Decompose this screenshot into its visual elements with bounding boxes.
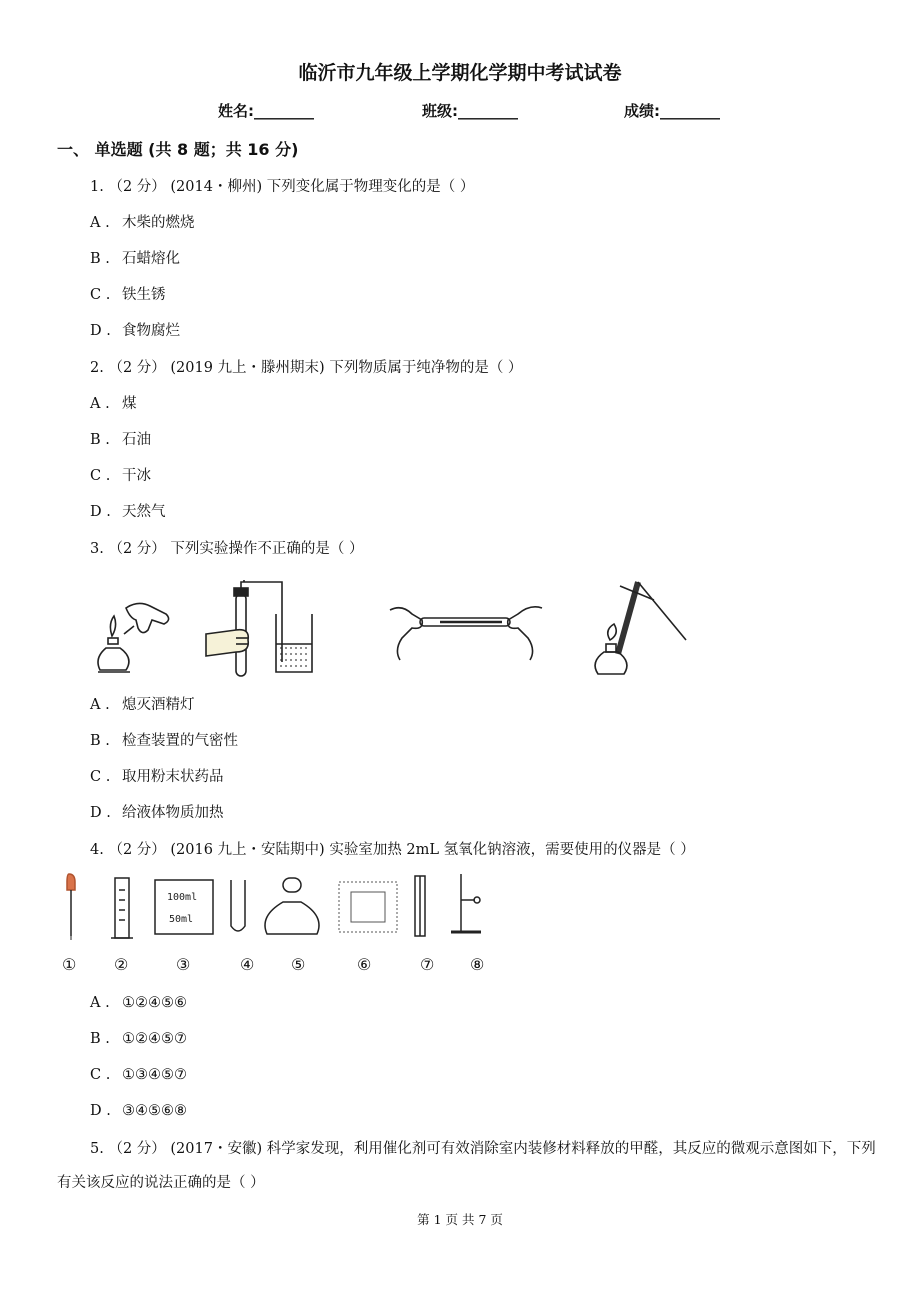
question-3-option-c[interactable]: C . 取用粉末状药品: [90, 769, 224, 785]
apparatus-label-3: ③: [176, 955, 191, 974]
question-4-option-b[interactable]: B . ①②④⑤⑦: [90, 1031, 187, 1047]
graduated-cylinder-illustration: [111, 878, 133, 938]
question-4-option-a[interactable]: A . ①②④⑤⑥: [90, 995, 187, 1011]
liquid-heating-illustration: [595, 582, 686, 674]
test-tube-holder-illustration: [415, 876, 425, 936]
q4-apparatus-illustrations: [55, 870, 505, 945]
question-2-stem: 2. （2 分） (2019 九上・滕州期末) 下列物质属于纯净物的是（ ）: [90, 360, 523, 376]
question-1-option-b[interactable]: B . 石蜡熔化: [90, 251, 180, 267]
apparatus-label-1: ①: [62, 955, 77, 974]
score-field-label: 成绩:________: [624, 102, 720, 120]
apparatus-label-6: ⑥: [357, 955, 372, 974]
iron-stand-illustration: [451, 874, 481, 932]
apparatus-label-2: ②: [114, 955, 129, 974]
test-tube-illustration: [231, 880, 245, 931]
question-2-option-c[interactable]: C . 干冰: [90, 468, 151, 484]
name-field-label: 姓名:________: [218, 102, 314, 120]
question-4-option-c[interactable]: C . ①③④⑤⑦: [90, 1067, 187, 1083]
question-3-option-a[interactable]: A . 熄灭酒精灯: [90, 697, 195, 713]
question-4-option-d[interactable]: D . ③④⑤⑥⑧: [90, 1103, 187, 1119]
alcohol-lamp-illustration: [98, 603, 169, 672]
class-field-label: 班级:________: [422, 102, 518, 120]
cylinder-label-50ml: 50ml: [169, 914, 194, 925]
cylinder-label-box: [155, 880, 213, 934]
asbestos-net-illustration: [339, 882, 397, 932]
apparatus-label-8: ⑧: [470, 955, 485, 974]
section-heading: 一、 单选题 (共 8 题；共 16 分): [57, 140, 299, 159]
question-5-stem: 5. （2 分） (2017・安徽) 科学家发现，利用催化剂可有效消除室内装修材料释放的甲醛，其反应的微观示意图如下，下列有关该反应的说法正确的是（ ）: [57, 1141, 876, 1191]
q3-experiment-illustrations: [90, 578, 700, 683]
question-1-stem: 1. （2 分） (2014・柳州) 下列变化属于物理变化的是（ ）: [90, 179, 475, 195]
powder-sampling-illustration: [390, 607, 542, 660]
question-2-option-b[interactable]: B . 石油: [90, 432, 151, 448]
apparatus-label-7: ⑦: [420, 955, 435, 974]
apparatus-label-4: ④: [240, 955, 255, 974]
question-4-stem: 4. （2 分） (2016 九上・安陆期中) 实验室加热 2mL 氢氧化钠溶液，需要使用的仪器是（ ）: [90, 842, 695, 858]
question-2-option-a[interactable]: A . 煤: [90, 396, 137, 412]
air-tightness-check-illustration: [206, 580, 312, 676]
question-3-stem: 3. （2 分） 下列实验操作不正确的是（ ）: [90, 541, 364, 557]
cylinder-label-100ml: 100ml: [167, 892, 198, 903]
dropper-illustration: [67, 874, 75, 940]
question-3-option-d[interactable]: D . 给液体物质加热: [90, 805, 224, 821]
apparatus-label-5: ⑤: [291, 955, 306, 974]
question-1-option-d[interactable]: D . 食物腐烂: [90, 323, 180, 339]
page-title: 临沂市九年级上学期化学期中考试试卷: [298, 62, 622, 84]
alcohol-lamp-small-illustration: [265, 878, 319, 934]
question-1-option-a[interactable]: A . 木柴的燃烧: [90, 215, 195, 231]
question-3-option-b[interactable]: B . 检查装置的气密性: [90, 733, 238, 749]
question-2-option-d[interactable]: D . 天然气: [90, 504, 166, 520]
page-footer: 第 1 页 共 7 页: [417, 1212, 503, 1227]
question-1-option-c[interactable]: C . 铁生锈: [90, 287, 166, 303]
